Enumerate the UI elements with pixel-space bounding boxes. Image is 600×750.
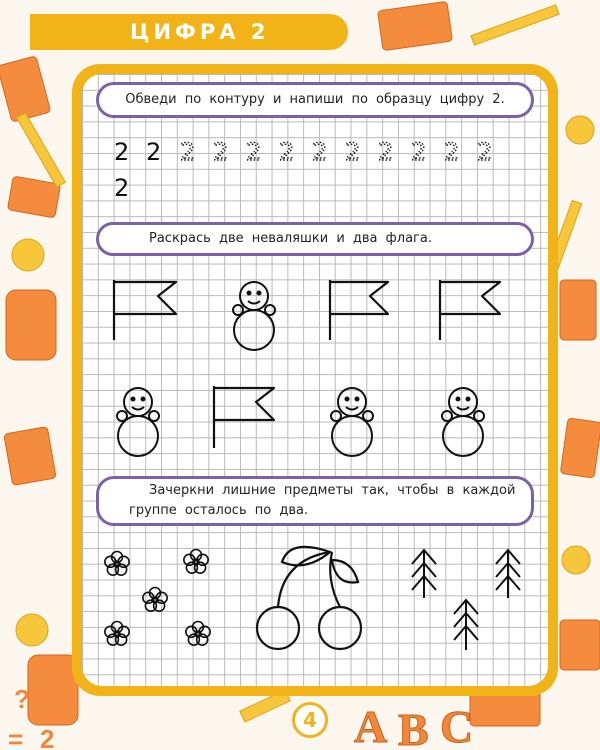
flower-icon [184, 550, 208, 574]
dotted-digit-two: 2 [213, 138, 229, 166]
dotted-digit-two: 2 [345, 138, 361, 166]
page-number: 4 [292, 702, 328, 738]
sample-digit-two: 2 [114, 138, 130, 166]
dotted-digit-two: 2 [246, 138, 262, 166]
flag-icon [330, 280, 388, 340]
roly-poly-doll-icon [442, 388, 484, 456]
corner-letter-c: C [440, 701, 474, 750]
task-color-items: Раскрась две неваляшки и два флага. [96, 222, 534, 256]
flower-icon [186, 622, 210, 646]
corner-letter-a: A [354, 701, 388, 750]
task-cross-out-line2: группе осталось по два. [129, 503, 309, 518]
dotted-digit-two: 2 [279, 138, 295, 166]
flag-icon [114, 280, 176, 340]
dotted-digit-two: 2 [444, 138, 460, 166]
dotted-digit-two: 2 [180, 138, 196, 166]
sample-digit-two: 2 [114, 174, 130, 202]
flower-icon [105, 552, 129, 576]
dotted-digit-two: 2 [378, 138, 394, 166]
flower-icon [143, 588, 167, 612]
corner-letter-b: B [398, 704, 429, 750]
roly-poly-doll-icon [233, 282, 275, 350]
cherries-icon [257, 547, 361, 649]
flag-icon [440, 280, 500, 340]
corner-symbol-question: ? [14, 684, 30, 714]
page-title: ЦИФРА 2 [30, 14, 348, 50]
dotted-digit-two: 2 [312, 138, 328, 166]
flower-icon [105, 622, 129, 646]
task-cross-out-line1: Зачеркни лишние предметы так, чтобы в каждой [149, 483, 516, 498]
roly-poly-doll-icon [117, 388, 159, 456]
dotted-digit-two: 2 [477, 138, 493, 166]
dotted-digit-two: 2 [411, 138, 427, 166]
flag-icon [214, 386, 274, 448]
corner-symbol-two: 2 [40, 724, 55, 750]
roly-poly-doll-icon [331, 388, 373, 456]
corner-symbol-equals: = [8, 724, 24, 750]
task-trace-digit: Обведи по контуру и напиши по образцу цифру 2. [96, 82, 534, 118]
fir-tree-icon [496, 550, 520, 598]
fir-tree-icon [454, 600, 478, 650]
sample-digit-two: 2 [146, 138, 162, 166]
fir-tree-icon [412, 550, 436, 598]
